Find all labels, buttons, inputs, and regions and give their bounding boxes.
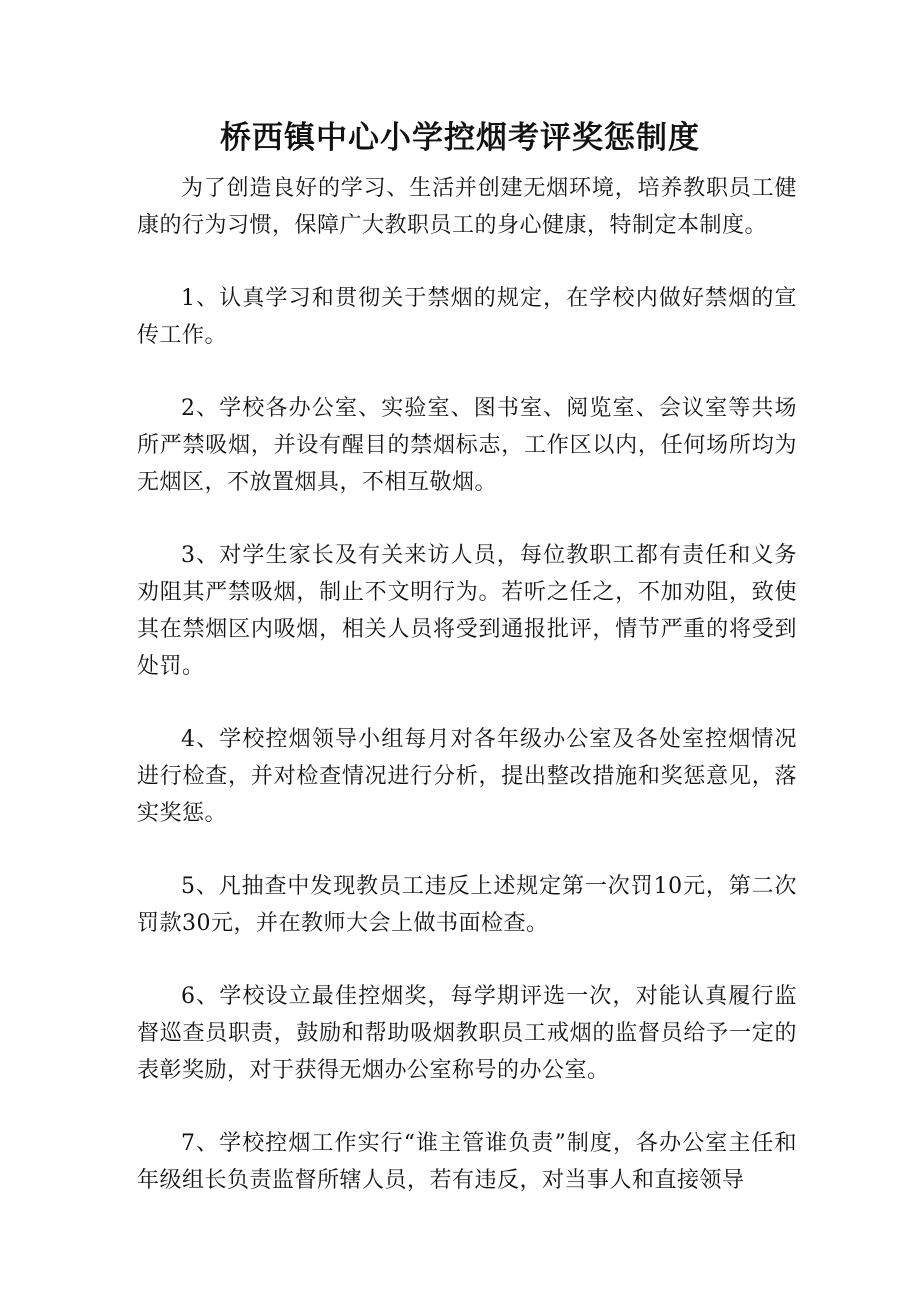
document-body: [137, 170, 797, 1199]
rule-paragraph-7: 7、学校控烟工作实行“谁主管谁负责”制度，各办公室主任和年级组长负责监督所辖人员，若有违反，对当事人和直接领导: [137, 1131, 797, 1193]
rule-paragraph-5: 5、凡抽查中发现教员工违反上述规定第一次罚10元，第二次罚款30元，并在教师大会上做书面检查。: [137, 874, 797, 936]
intro-paragraph: 为了创造良好的学习、生活并创建无烟环境，培养教职员工健康的行为习惯，保障广大教职员工的身心健康，特制定本制度。: [137, 176, 797, 238]
rule-paragraph-6: 6、学校设立最佳控烟奖，每学期评选一次，对能认真履行监督巡查员职责，鼓励和帮助吸烟教职员工戒烟的监督员给予一定的表彰奖励，对于获得无烟办公室称号的办公室。: [137, 984, 797, 1083]
rule-paragraph-1: 1、认真学习和贯彻关于禁烟的规定，在学校内做好禁烟的宣传工作。: [137, 286, 797, 348]
rule-paragraph-3: 3、对学生家长及有关来访人员，每位教职工都有责任和义务劝阻其严禁吸烟，制止不文明行为。若听之任之，不加劝阻，致使其在禁烟区内吸烟，相关人员将受到通报批评，情节严重的将受到处罚。: [137, 543, 797, 679]
document-title: 桥西镇中心小学控烟考评奖惩制度: [220, 120, 700, 156]
rule-paragraph-2: 2、学校各办公室、实验室、图书室、阅览室、会议室等共场所严禁吸烟，并设有醒目的禁烟标志，工作区以内，任何场所均为无烟区，不放置烟具，不相互敬烟。: [137, 396, 797, 495]
rule-paragraph-4: 4、学校控烟领导小组每月对各年级办公室及各处室控烟情况进行检查，并对检查情况进行分析，提出整改措施和奖惩意见，落实奖惩。: [137, 727, 797, 826]
